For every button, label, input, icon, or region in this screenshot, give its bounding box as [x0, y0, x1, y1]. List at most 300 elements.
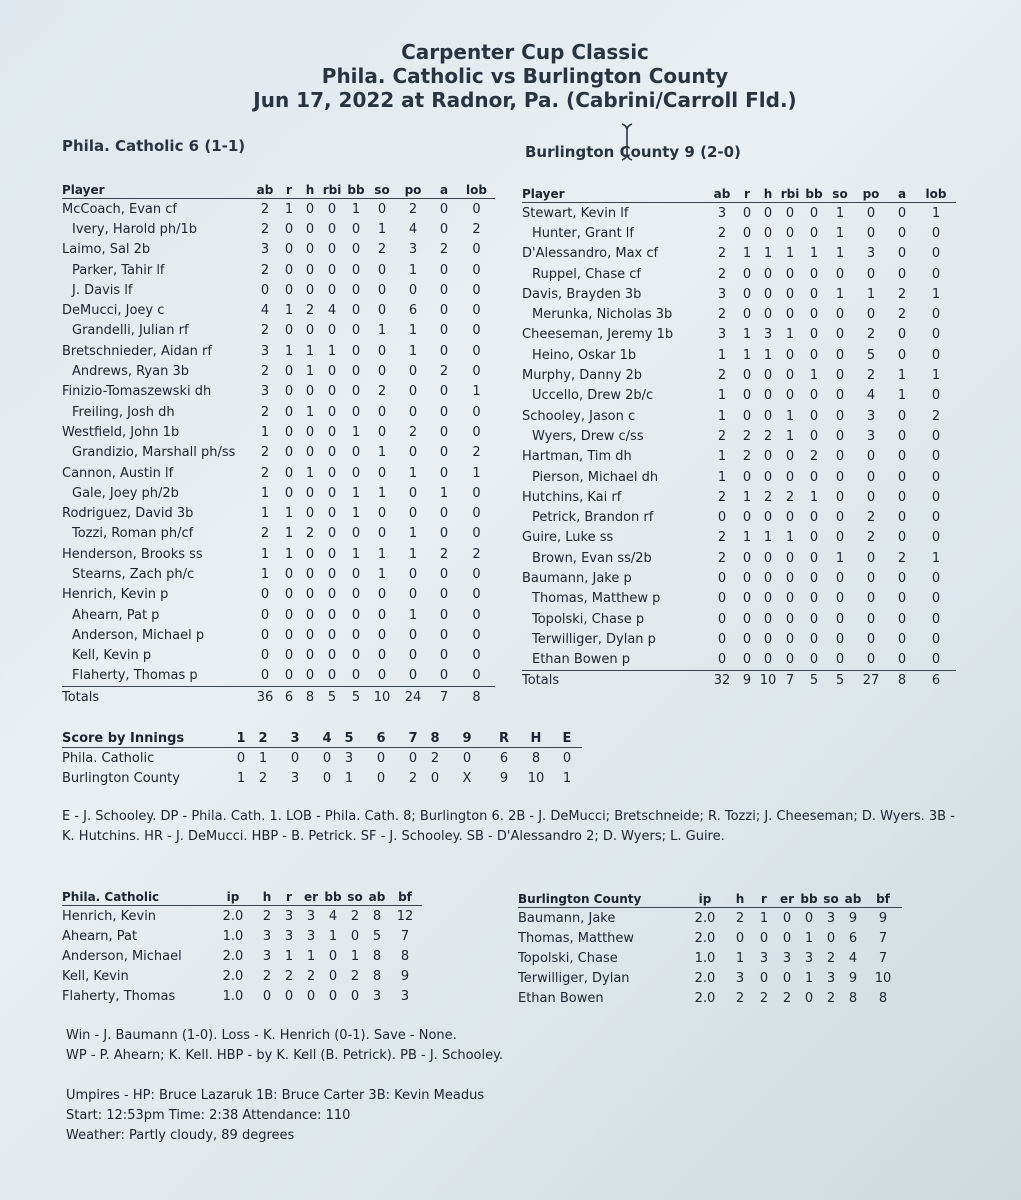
stat-cell: 1: [897, 388, 907, 404]
pitcher-row: [518, 948, 902, 968]
player-name: D'Alessandro, Max cf: [522, 246, 659, 262]
stat-cell: 2: [350, 968, 360, 984]
stat-cell: 2.0: [222, 908, 244, 924]
stat-cell: 0: [351, 627, 361, 643]
player-row: [62, 240, 495, 260]
stat-cell: 0: [809, 570, 819, 586]
stat-cell: 1.0: [222, 988, 244, 1004]
stat-cell: 1: [408, 526, 418, 542]
stat-cell: 0: [763, 449, 773, 465]
stat-cell: 0: [439, 445, 449, 461]
stat-cell: 0: [897, 530, 907, 546]
stat-cell: 1: [931, 368, 941, 384]
player-name: Heino, Oskar 1b: [532, 347, 637, 363]
total-cell: 10: [368, 687, 396, 708]
stat-cell: 0: [742, 368, 752, 384]
stat-cell: 0: [835, 266, 845, 282]
stat-cell: 3: [306, 928, 316, 944]
stat-cell: 0: [351, 566, 361, 582]
stat-cell: 2: [782, 990, 792, 1006]
stat-cell: 1: [408, 323, 418, 339]
stat-cell: 1: [717, 388, 727, 404]
player-row: [522, 609, 956, 629]
stat-cell: 8: [878, 990, 888, 1006]
stat-cell: 0: [328, 948, 338, 964]
total-cell: 24: [396, 687, 430, 708]
player-row: [62, 260, 495, 280]
stat-cell: 2: [866, 368, 876, 384]
stat-cell: 0: [472, 506, 481, 522]
stat-cell: 0: [931, 570, 941, 586]
stat-cell: 0: [439, 526, 449, 542]
stat-cell: 0: [284, 648, 294, 664]
stat-cell: 0: [866, 631, 876, 647]
stat-cell: 1: [284, 506, 294, 522]
player-name: Gale, Joey ph/2b: [72, 485, 179, 501]
stat-cell: 0: [351, 445, 361, 461]
stat-cell: 6: [848, 930, 858, 946]
stat-cell: 2: [897, 550, 907, 566]
player-row: [522, 304, 956, 324]
stat-cell: 2.0: [694, 970, 716, 986]
stat-cell: 0: [327, 201, 337, 217]
stat-cell: 0: [350, 928, 360, 944]
player-row: [62, 300, 495, 320]
stat-cell: 1: [377, 445, 387, 461]
stat-cell: 8: [372, 948, 382, 964]
total-cell: 32: [708, 670, 736, 691]
stat-cell: 0: [305, 607, 315, 623]
stat-cell: 0: [408, 566, 418, 582]
stat-cell: 0: [866, 570, 876, 586]
stat-cell: 9: [878, 910, 888, 926]
player-row: [522, 629, 956, 649]
stat-cell: 0: [439, 465, 449, 481]
stat-cell: 0: [809, 347, 819, 363]
stat-cell: 1: [377, 546, 387, 562]
stat-cell: 8: [372, 908, 382, 924]
stat-cell: 0: [782, 970, 792, 986]
home-batting-table: [522, 185, 956, 691]
stat-cell: 2: [735, 990, 745, 1006]
stat-cell: 0: [785, 652, 795, 668]
stat-cell: 2: [439, 242, 449, 258]
stat-cell: 0: [439, 262, 449, 278]
stat-cell: 0: [306, 988, 316, 1004]
stat-cell: 0: [785, 510, 795, 526]
stat-cell: 0: [284, 221, 294, 237]
stat-cell: 0: [408, 445, 418, 461]
total-cell: 8: [458, 687, 495, 708]
stat-cell: 8: [400, 948, 410, 964]
stat-cell: 0: [377, 506, 387, 522]
linescore-row: [62, 768, 582, 788]
player-row: [522, 507, 956, 527]
stat-cell: 2: [742, 428, 752, 444]
stat-cell: 0: [835, 388, 845, 404]
stat-cell: 0: [305, 424, 315, 440]
column-header: bf: [388, 888, 422, 906]
total-cell: 5: [344, 687, 368, 708]
stat-cell: 1: [284, 546, 294, 562]
stat-cell: 2: [262, 968, 272, 984]
stat-cell: 0: [866, 489, 876, 505]
stat-cell: 2: [439, 546, 449, 562]
rhe-value: 1: [562, 770, 572, 786]
player-name: Laimo, Sal 2b: [62, 242, 151, 258]
stat-cell: 0: [742, 631, 752, 647]
player-row: [522, 386, 956, 406]
player-row: [522, 589, 956, 609]
stat-cell: 1.0: [222, 928, 244, 944]
stat-cell: 1: [351, 506, 361, 522]
linescore-team: Burlington County: [62, 770, 180, 786]
stat-cell: 2: [262, 908, 272, 924]
away-batting-table: [62, 181, 495, 707]
stat-cell: 1: [260, 485, 270, 501]
total-cell: 7: [778, 670, 802, 691]
stat-cell: 1: [408, 262, 418, 278]
stat-cell: 0: [742, 307, 752, 323]
stat-cell: 0: [305, 566, 315, 582]
stat-cell: 0: [328, 968, 338, 984]
stat-cell: 2.0: [694, 930, 716, 946]
stat-cell: 0: [305, 506, 315, 522]
stat-cell: 0: [472, 627, 481, 643]
stat-cell: 3: [826, 970, 836, 986]
stat-cell: 0: [472, 424, 481, 440]
home-pitching-table: [518, 890, 902, 1008]
pitcher-row: [62, 946, 422, 966]
player-name: Hartman, Tim dh: [522, 449, 632, 465]
stat-cell: 4: [848, 950, 858, 966]
inning-score: X: [462, 770, 472, 786]
stat-cell: 0: [782, 910, 792, 926]
stat-cell: 0: [472, 282, 481, 298]
stat-cell: 0: [439, 384, 449, 400]
home-team-title: Burlington County 9 (2-0): [525, 143, 741, 161]
stat-cell: 1: [408, 546, 418, 562]
stat-cell: 3: [400, 988, 410, 1004]
stat-cell: 0: [408, 668, 418, 684]
column-header: r: [736, 185, 758, 203]
stat-cell: 1: [305, 364, 315, 380]
player-row: [522, 447, 956, 467]
total-cell: 10: [758, 670, 778, 691]
rhe-value: 0: [562, 750, 572, 766]
stat-cell: 0: [866, 611, 876, 627]
player-name: Grandelli, Julian rf: [72, 323, 189, 339]
player-name: Andrews, Ryan 3b: [72, 364, 189, 380]
stat-cell: 1: [931, 286, 941, 302]
stat-cell: 0: [763, 611, 773, 627]
player-row: [62, 625, 495, 645]
column-header: bf: [864, 890, 902, 908]
stat-cell: 2: [305, 303, 315, 319]
stat-cell: 0: [931, 327, 941, 343]
column-header: a: [888, 185, 916, 203]
stat-cell: 0: [439, 221, 449, 237]
player-name: Thomas, Matthew p: [532, 591, 661, 607]
inning-score: 1: [236, 770, 246, 786]
away-team-title: Phila. Catholic 6 (1-1): [62, 137, 246, 155]
column-header: ab: [708, 185, 736, 203]
stat-cell: 0: [351, 221, 361, 237]
stat-cell: 1: [804, 970, 814, 986]
stat-cell: 2: [472, 445, 481, 461]
stat-cell: 0: [327, 566, 337, 582]
stat-cell: 0: [804, 910, 814, 926]
stat-cell: 0: [305, 648, 315, 664]
stat-cell: 0: [742, 408, 752, 424]
stat-cell: 0: [350, 988, 360, 1004]
stat-cell: 0: [327, 485, 337, 501]
stat-cell: 0: [351, 303, 361, 319]
stat-cell: 0: [327, 282, 337, 298]
stat-cell: 0: [763, 388, 773, 404]
stat-cell: 0: [305, 384, 315, 400]
stat-cell: 0: [897, 347, 907, 363]
stat-cell: 2: [742, 449, 752, 465]
stat-cell: 3: [262, 948, 272, 964]
stat-cell: 9: [848, 910, 858, 926]
inning-score: 2: [430, 750, 440, 766]
column-header: rbi: [320, 181, 344, 199]
stat-cell: 1: [835, 246, 845, 262]
stat-cell: 1: [785, 428, 795, 444]
column-header: h: [728, 890, 752, 908]
stat-cell: 0: [439, 607, 449, 623]
stat-cell: 2: [260, 404, 270, 420]
stat-cell: 1: [377, 566, 387, 582]
stat-cell: 2: [826, 950, 836, 966]
stat-cell: 0: [897, 570, 907, 586]
stat-cell: 0: [408, 627, 418, 643]
pitcher-row: [518, 968, 902, 988]
stat-cell: 0: [742, 652, 752, 668]
stat-cell: 0: [809, 510, 819, 526]
inning-score: 3: [290, 770, 300, 786]
inning-score: 0: [408, 750, 418, 766]
matchup-title: Phila. Catholic vs Burlington County: [321, 64, 729, 88]
stat-cell: 0: [931, 428, 941, 444]
stat-cell: 2: [260, 201, 270, 217]
stat-cell: 1: [305, 343, 315, 359]
stat-cell: 0: [439, 303, 449, 319]
pitcher-name: Kell, Kevin: [62, 968, 129, 984]
rhe-header: R: [488, 729, 520, 748]
stat-cell: 0: [284, 262, 294, 278]
stat-cell: 1: [809, 489, 819, 505]
player-name: Pierson, Michael dh: [532, 469, 659, 485]
stat-cell: 7: [878, 930, 888, 946]
player-row: [62, 503, 495, 523]
stat-cell: 3: [763, 327, 773, 343]
stat-cell: 0: [472, 242, 481, 258]
stat-cell: 0: [408, 364, 418, 380]
stat-cell: 1: [763, 530, 773, 546]
stat-cell: 0: [472, 526, 481, 542]
stat-cell: 0: [472, 587, 481, 603]
stat-cell: 0: [377, 201, 387, 217]
stat-cell: 0: [763, 408, 773, 424]
stat-cell: 2: [866, 530, 876, 546]
player-row: [522, 650, 956, 671]
stat-cell: 0: [809, 225, 819, 241]
stat-cell: 0: [785, 347, 795, 363]
stat-cell: 0: [717, 510, 727, 526]
player-row: [62, 443, 495, 463]
stat-cell: 0: [785, 631, 795, 647]
column-header: bb: [322, 888, 344, 906]
stat-cell: 2: [826, 990, 836, 1006]
stat-cell: 0: [835, 611, 845, 627]
stat-cell: 0: [305, 587, 315, 603]
stat-cell: 1: [835, 225, 845, 241]
stat-cell: 1: [717, 347, 727, 363]
column-header: bb: [798, 890, 820, 908]
stat-cell: 0: [262, 988, 272, 1004]
stat-cell: 0: [351, 343, 361, 359]
player-row: [62, 646, 495, 666]
stat-cell: 0: [835, 368, 845, 384]
player-name: Murphy, Danny 2b: [522, 368, 643, 384]
stat-cell: 0: [835, 530, 845, 546]
stat-cell: 0: [327, 587, 337, 603]
total-cell: 36: [252, 687, 278, 708]
column-header: po: [854, 185, 888, 203]
stat-cell: 0: [809, 205, 819, 221]
stat-cell: 0: [351, 384, 361, 400]
player-row: [62, 666, 495, 687]
player-row: [62, 199, 495, 220]
stat-cell: 5: [866, 347, 876, 363]
player-row: [522, 467, 956, 487]
text-cursor-icon: [620, 122, 634, 162]
pitcher-name: Anderson, Michael: [62, 948, 182, 964]
stat-cell: 0: [717, 652, 727, 668]
pitcher-name: Flaherty, Thomas: [62, 988, 176, 1004]
inning-score: 0: [376, 770, 386, 786]
stat-cell: 0: [377, 526, 387, 542]
inning-header: 5: [338, 729, 360, 748]
stat-cell: 0: [327, 364, 337, 380]
stat-cell: 3: [260, 242, 270, 258]
total-cell: 8: [888, 670, 916, 691]
stat-cell: 0: [327, 424, 337, 440]
stat-cell: 3: [717, 327, 727, 343]
column-header: lob: [458, 181, 495, 199]
inning-score: 0: [236, 750, 246, 766]
player-row: [522, 365, 956, 385]
player-row: [62, 483, 495, 503]
pitcher-name: Ahearn, Pat: [62, 928, 138, 944]
stat-cell: 0: [897, 428, 907, 444]
stat-cell: 0: [472, 668, 481, 684]
player-name: Henderson, Brooks ss: [62, 546, 203, 562]
total-cell: 9: [736, 670, 758, 691]
stat-cell: 0: [377, 465, 387, 481]
stat-cell: 12: [396, 908, 414, 924]
stat-cell: 0: [439, 282, 449, 298]
stat-cell: 0: [260, 627, 270, 643]
stat-cell: 2: [809, 449, 819, 465]
stat-cell: 2: [931, 408, 941, 424]
stat-cell: 0: [763, 205, 773, 221]
stat-cell: 0: [351, 587, 361, 603]
pitcher-name: Thomas, Matthew: [518, 930, 635, 946]
stat-cell: 0: [439, 343, 449, 359]
stat-cell: 0: [327, 221, 337, 237]
pitcher-name: Baumann, Jake: [518, 910, 616, 926]
stat-cell: 2.0: [694, 990, 716, 1006]
stat-cell: 3: [408, 242, 418, 258]
stat-cell: 3: [804, 950, 814, 966]
stat-cell: 2: [472, 546, 481, 562]
stat-cell: 0: [472, 648, 481, 664]
stat-cell: 3: [717, 205, 727, 221]
stat-cell: 2: [717, 530, 727, 546]
player-row: [522, 528, 956, 548]
stat-cell: 0: [931, 388, 941, 404]
stat-cell: 2: [472, 221, 481, 237]
player-name: Flaherty, Thomas p: [72, 668, 198, 684]
player-name: Hutchins, Kai rf: [522, 489, 622, 505]
stat-cell: 0: [284, 627, 294, 643]
stat-cell: 1: [377, 221, 387, 237]
player-row: [62, 564, 495, 584]
total-cell: 5: [826, 670, 854, 691]
stat-cell: 2: [260, 445, 270, 461]
stat-cell: 0: [763, 266, 773, 282]
stat-cell: 0: [763, 469, 773, 485]
player-row: [522, 244, 956, 264]
stat-cell: 0: [809, 327, 819, 343]
stat-cell: 0: [931, 631, 941, 647]
stat-cell: 3: [260, 343, 270, 359]
stat-cell: 2.0: [694, 910, 716, 926]
pitcher-row: [518, 988, 902, 1008]
stat-cell: 0: [327, 465, 337, 481]
stat-cell: 0: [866, 307, 876, 323]
stat-cell: 0: [284, 404, 294, 420]
stat-cell: 0: [785, 449, 795, 465]
stat-cell: 1: [809, 246, 819, 262]
pitcher-row: [62, 986, 422, 1006]
inning-header: 7: [402, 729, 424, 748]
stat-cell: 1: [284, 526, 294, 542]
inning-header: 9: [446, 729, 488, 748]
stat-cell: 1: [377, 323, 387, 339]
stat-cell: 0: [260, 668, 270, 684]
column-header: po: [396, 181, 430, 199]
player-name: Terwilliger, Dylan p: [532, 631, 656, 647]
stat-cell: 0: [305, 201, 315, 217]
player-row: [522, 548, 956, 568]
stat-cell: 0: [472, 485, 481, 501]
stat-cell: 10: [874, 970, 892, 986]
stat-cell: 0: [351, 607, 361, 623]
stat-cell: 0: [809, 408, 819, 424]
stat-cell: 0: [305, 546, 315, 562]
player-row: [62, 463, 495, 483]
stat-cell: 3: [866, 428, 876, 444]
stat-cell: 0: [835, 449, 845, 465]
pitcher-name: Ethan Bowen: [518, 990, 604, 1006]
stat-cell: 2.0: [222, 968, 244, 984]
player-name: Ahearn, Pat p: [72, 607, 160, 623]
stat-cell: 7: [878, 950, 888, 966]
